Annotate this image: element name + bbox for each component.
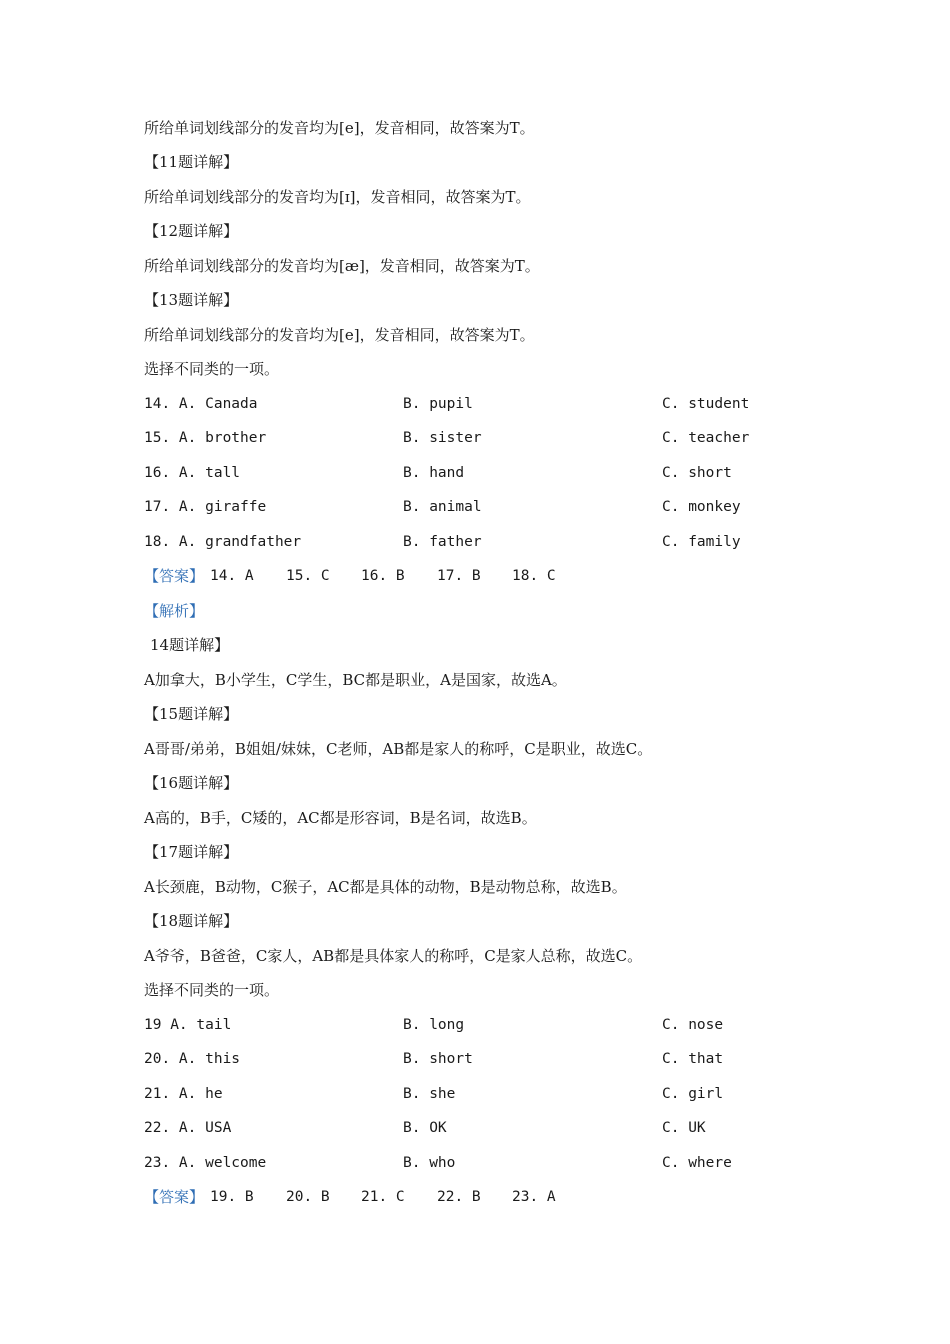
option-b: B. who xyxy=(403,1155,456,1171)
question-row xyxy=(144,525,844,559)
option-c: C. family xyxy=(662,534,741,550)
option-b: B. she xyxy=(403,1086,456,1102)
option-a: 21. A. he xyxy=(144,1086,223,1102)
section-heading: 【12题详解】 xyxy=(144,222,239,240)
option-a: 22. A. USA xyxy=(144,1120,232,1136)
question-row xyxy=(144,456,844,490)
section-heading: 【16题详解】 xyxy=(144,774,239,792)
section-heading: 【15题详解】 xyxy=(144,705,239,723)
option-a: 19 A. tail xyxy=(144,1017,232,1033)
option-b: B. pupil xyxy=(403,396,473,412)
option-c: C. short xyxy=(662,465,732,481)
option-c: C. student xyxy=(662,396,750,412)
section-heading: 【17题详解】 xyxy=(144,843,239,861)
question-row xyxy=(144,1111,844,1145)
answer-item: 17. B xyxy=(437,568,481,584)
option-b: B. short xyxy=(403,1051,473,1067)
instruction-text: 选择不同类的一项。 xyxy=(144,981,280,999)
section-heading: 【18题详解】 xyxy=(144,912,239,930)
explanation-text: 所给单词划线部分的发音均为[e]，发音相同，故答案为T。 xyxy=(144,326,535,344)
option-a: 15. A. brother xyxy=(144,430,267,446)
answer-line xyxy=(144,559,844,593)
option-c: C. where xyxy=(662,1155,732,1171)
explanation-text: A高的，B手，C矮的，AC都是形容词，B是名词，故选B。 xyxy=(144,809,537,827)
instruction-text: 选择不同类的一项。 xyxy=(144,360,280,378)
answer-item: 18. C xyxy=(512,568,556,584)
option-c: C. that xyxy=(662,1051,724,1067)
answer-item: 14. A xyxy=(210,568,254,584)
answer-item: 15. C xyxy=(286,568,330,584)
answer-item: 20. B xyxy=(286,1189,330,1205)
section-heading: 【11题详解】 xyxy=(144,153,239,171)
answer-item: 22. B xyxy=(437,1189,481,1205)
question-row xyxy=(144,490,844,524)
explanation-text: A长颈鹿，B动物，C猴子，AC都是具体的动物，B是动物总称，故选B。 xyxy=(144,878,627,896)
answer-line xyxy=(144,1180,844,1214)
option-b: B. father xyxy=(403,534,482,550)
option-a: 20. A. this xyxy=(144,1051,241,1067)
question-row xyxy=(144,421,844,455)
option-a: 18. A. grandfather xyxy=(144,534,302,550)
option-b: B. long xyxy=(403,1017,465,1033)
option-c: C. teacher xyxy=(662,430,750,446)
explanation-text: 所给单词划线部分的发音均为[ɪ]，发音相同，故答案为T。 xyxy=(144,188,531,206)
answer-label: 【答案】 xyxy=(144,567,205,585)
question-row xyxy=(144,1008,844,1042)
explanation-text: A爷爷，B爸爸，C家人，AB都是具体家人的称呼，C是家人总称，故选C。 xyxy=(144,947,643,965)
option-a: 23. A. welcome xyxy=(144,1155,267,1171)
analysis-label: 【解析】 xyxy=(144,602,205,620)
answer-item: 23. A xyxy=(512,1189,556,1205)
question-row xyxy=(144,1042,844,1076)
option-c: C. girl xyxy=(662,1086,724,1102)
section-heading: 14题详解】 xyxy=(150,636,230,654)
question-row xyxy=(144,387,844,421)
option-b: B. sister xyxy=(403,430,482,446)
question-row xyxy=(144,1146,844,1180)
explanation-text: A哥哥/弟弟，B姐姐/妹妹，C老师，AB都是家人的称呼，C是职业，故选C。 xyxy=(144,740,653,758)
option-a: 16. A. tall xyxy=(144,465,241,481)
option-a: 17. A. giraffe xyxy=(144,499,267,515)
explanation-text: 所给单词划线部分的发音均为[æ]，发音相同，故答案为T。 xyxy=(144,257,540,275)
answer-item: 19. B xyxy=(210,1189,254,1205)
section-heading: 【13题详解】 xyxy=(144,291,239,309)
option-c: C. nose xyxy=(662,1017,724,1033)
option-b: B. animal xyxy=(403,499,482,515)
option-a: 14. A. Canada xyxy=(144,396,258,412)
answer-item: 16. B xyxy=(361,568,405,584)
option-b: B. hand xyxy=(403,465,465,481)
explanation-text: A加拿大，B小学生，C学生，BC都是职业，A是国家，故选A。 xyxy=(144,671,567,689)
answer-label: 【答案】 xyxy=(144,1188,205,1206)
explanation-text: 所给单词划线部分的发音均为[e]，发音相同，故答案为T。 xyxy=(144,119,535,137)
answer-item: 21. C xyxy=(361,1189,405,1205)
option-b: B. OK xyxy=(403,1120,447,1136)
option-c: C. monkey xyxy=(662,499,741,515)
question-row xyxy=(144,1077,844,1111)
option-c: C. UK xyxy=(662,1120,706,1136)
